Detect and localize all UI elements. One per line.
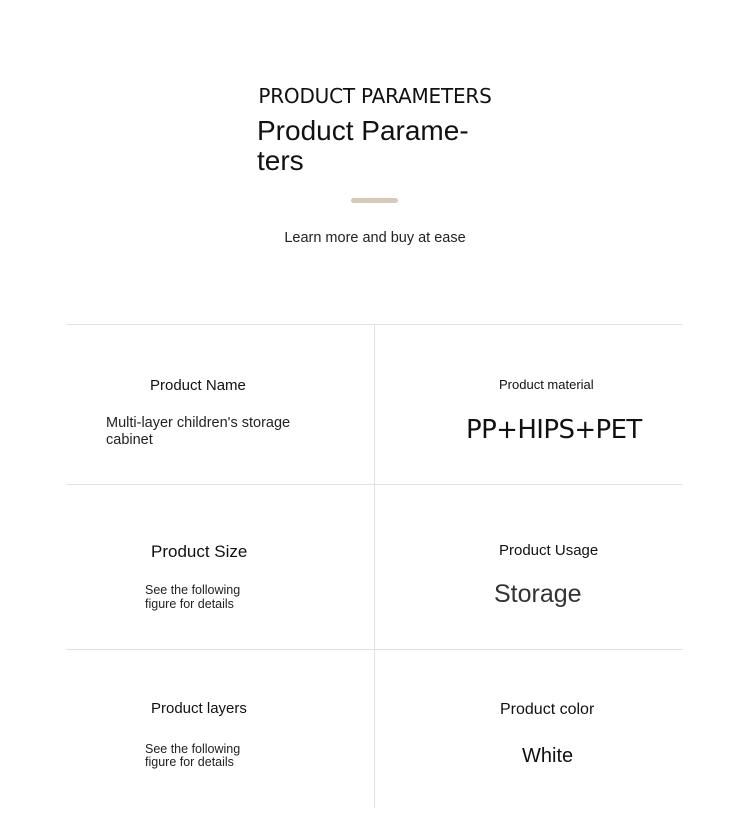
param-label-product-size: Product Size <box>151 542 248 561</box>
accent-bar <box>351 198 398 203</box>
param-value-product-usage: Storage <box>494 580 582 608</box>
param-label-product-name: Product Name <box>150 377 246 394</box>
param-label-product-color: Product color <box>500 701 595 718</box>
param-label-product-layers: Product layers <box>151 700 247 717</box>
param-label-product-material: Product material <box>499 377 594 392</box>
section-title-upper: PRODUCT PARAMETERS <box>258 84 492 108</box>
section-title <box>257 116 497 176</box>
section-title-text: Product Parame- ters <box>257 115 469 176</box>
param-value-product-material: PP+HIPS+PET <box>466 415 642 445</box>
param-value-product-size: See the following figure for details <box>145 583 241 611</box>
param-value-product-name: Multi-layer children's storage cabinet <box>106 415 291 448</box>
param-label-product-usage: Product Usage <box>499 542 599 559</box>
param-value-product-layers: See the following figure for details <box>145 742 241 769</box>
tagline: Learn more and buy at ease <box>284 230 466 246</box>
param-value-product-color: White <box>522 745 574 767</box>
table-divider-vertical <box>374 324 375 808</box>
